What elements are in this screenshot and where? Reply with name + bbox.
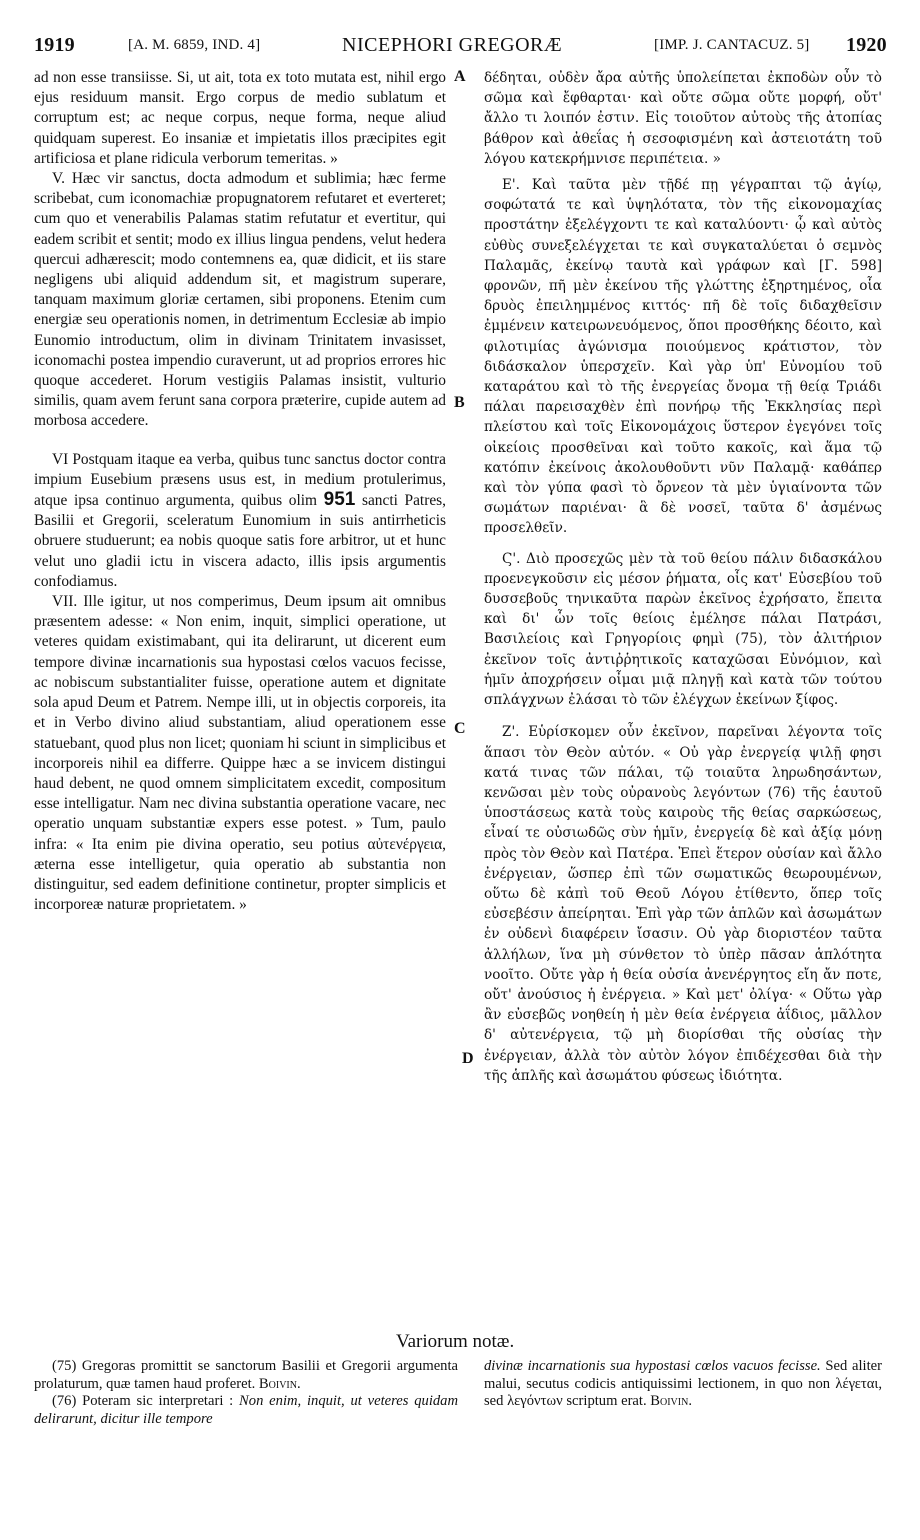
latin-paragraph-vi-text-b: sancti Patres, Basilii et Gregorii, sceleratum Eunomium in suis antirrheticis obruere studuerunt; ea nobis quoque satis fore arbitror, ut et hunc velut uno gladii ictu in viscera adacto, illis ipsis argumentis confodiamus. bbox=[34, 492, 446, 590]
greek-paragraph-z: Ζ'. Εὑρίσκομεν οὖν ἐκεῖνον, παρεῖναι λέγοντα τοῖς ἅπασι τὸν Θεὸν αὐτόν. « Οὐ γὰρ ἐνεργείᾳ ψιλῇ φησι κατά τινας τῶν πάλαι, τῷ τοιαῦτα ληρωδησάντων, κενῶσαι μὲν τοὺς οὐρανοὺς λεγόντων (76) τῆς ἑαυτοῦ ὑποστάσεως κατὰ τοὺς καιροὺς τῆς θείας σαρκώσεως, εἶναί τε οὐσιωδῶς σὺν ἡμῖν, ἐνεργείᾳ δὲ καὶ ἀξίᾳ μόνῃ πρὸς τὸν Θεὸν καὶ Πατέρα. Ἐπεὶ ἕτερον οὐσίαν καὶ ἄλλο ἐνέργειαν, ὥσπερ ἐπὶ τῶν σωματικῶς θεωρουμένων, οὕτω δὲ κἀπὶ τοῦ Θεοῦ Λόγου ἐτίθεντο, ὅπερ τοῖς εὐσεβέσιν ἀπείρηται. Ἐπὶ γὰρ τῶν ἁπλῶν καὶ ἀσωμάτων ἐν οὐδενὶ διαφέρειν ἴσασιν. Οὐ γὰρ διοριστέον ταῦτα ἀλλήλων, ἵνα μὴ σύνθετον τὸ ὑπὲρ πᾶσαν ἁπλότητα νοοῖτο. Οὔτε γὰρ ἡ θεία οὐσία ἀνενέργητος εἴη ἄν ποτε, οὔτ' ἀνούσιος ἡ ἐνέργεια. » Καὶ μετ' ὀλίγα· « Οὕτω γὰρ ἂν εὐσεβῶς νοηθείη ἡ μὲν θεία ἐνέργεια ἀΐδιος, μᾶλλον δ' αὐτενέργεια, τῷ μὴ διορίσθαι τῆς οὐσίας τὴν ἐνέργειαν, ἀλλὰ τὸν αὐτὸν λόγον ἐπιδέχεσθαι διὰ τὴν τῆς ἁπλῆς καὶ ἀσωμάτου φύσεως ἰδιότητα. bbox=[484, 724, 882, 1084]
greek-paragraph-st: Ϛ'. Διὸ προσεχῶς μὲν τὰ τοῦ θείου πάλιν διδασκάλου προενεγκοῦσιν εἰς μέσον ῥήματα, οἷς κατ' Εὐσεβίου τοῦ δυσσεβοῦς τηνικαῦτα παρὼν ἐκεῖνος ἐχρήσατο, ἔπειτα καὶ δι' ὧν τοῖς θείοις ἐμέλησε πάλαι Πατράσι, Βασιλείοις καὶ Γρηγορίοις φημὶ (75), τὸν ἀλιτήριον ἐκεῖνον τοῖς ἀντιῤῥητικοῖς καταχῶσαι Εὐνόμιον, καὶ ἡμῖν ἀποχρήσειν οἶμαι μιᾷ πληγῇ καὶ κατὰ τῶν τούτου σπλάγχνων ἐλάσαι τὸ τῶν ἐλέγχων ἐκείνων ξίφος. bbox=[484, 550, 882, 709]
page-number-right: 1920 bbox=[846, 34, 887, 56]
latin-paragraph-vii: VII. Ille igitur, ut nos comperimus, Deum ipsum ait omnibus præsentem adesse: « Non enim, inquit, simplici operatione, ut veteres quidam existimabant, qui ita delirarunt, ut dicerent eum tempore divinæ incarnationis sua hypostasi cœlos vacuos fecisse, ac nobiscum substantialiter fuisse, operatione autem et dignitate sola apud Deum et Patrem. Nempe illi, ut in objectis corporeis, ita et in Verbo divino aliud substantiam, aliud operationem esse statuebant, quod plus non licet; quoniam hi sciunt in simplicibus et incorporeis nihil ea differre. Quippe hæc a se invicem distingui haud debent, ne quod omnem simplicitatem excedit, compositum esse intelligatur. Nam nec divina substantia operatione vacare, nec operatio unquam substantiæ expers esse potest. » Tum, paulo infra: « Ita enim pie divina operatio, seu potius αὐτενέργεια, æterna esse intelligetur, quia operatio ab substantia non distinguitur, sed eadem definitione continetur, propter simplicis et incorporeæ naturæ proprietatem. » bbox=[34, 593, 446, 914]
latin-paragraph-v: V. Hæc vir sanctus, docta admodum et sublimia; hæc ferme scribebat, cum iconomachiæ propugnatorem refutaret et everteret; cum quo et venerabilis Palamas statim refutatur et evertitur, qui eadem scribit et sentit; modo ex illius lingua pendens, velut hedera quercui adhærescit; modo contemnens ea, quæ didicit, et iis stare negligens ubi aliquid addendum sit, et magistrum superare, tanquam maximum gloriæ certamen, sibi proponens. Etenim cum energiæ seu operationis nomen, in detrimentum Ecclesiæ ab impio Eunomio introductum, olim in divinam Trinitatem invasisset, iconomachi postea impendio curaverunt, ut ad proprios errores hic quoque accederet. Horum vestigiis Palamas insistit, vulturio similis, quam avem ferunt sana corpora præterire, cupide autem ad morbosa accedere. bbox=[34, 170, 446, 430]
note-76-signature: Boivin. bbox=[650, 1393, 692, 1410]
notes-column-right bbox=[484, 1358, 882, 1411]
running-header bbox=[34, 34, 886, 62]
latin-paragraph-vi-text-a: VI Postquam itaque ea verba, quibus tunc sanctus doctor contra impium Eusebium præsens usus est, in medium protulerimus, atque ipsa continuo argumenta, quibus olim bbox=[34, 450, 446, 510]
note-76-text-a: (76) Poteram sic interpretari : bbox=[52, 1393, 240, 1410]
column-number-marker: 951 bbox=[323, 489, 356, 511]
note-76-text-b: Sed aliter malui, secutus codicis antiquissimi lectionem, in quo non λέγεται, sed λεγόντων scriptum erat. bbox=[484, 1358, 882, 1410]
note-76-start bbox=[34, 1393, 458, 1428]
latin-paragraph-vi bbox=[34, 450, 446, 592]
header-reference-left: [A. M. 6859, IND. 4] bbox=[128, 37, 261, 53]
notes-title: Variorum notæ. bbox=[396, 1331, 515, 1352]
latin-column bbox=[34, 68, 446, 915]
margin-letter-b: B bbox=[454, 394, 465, 411]
notes-column-left bbox=[34, 1358, 458, 1428]
margin-letter-a: A bbox=[454, 68, 466, 85]
header-reference-right: [IMP. J. CANTACUZ. 5] bbox=[654, 37, 810, 53]
header-title: NICEPHORI GREGORÆ bbox=[342, 34, 563, 56]
note-76-italic-cont: divinæ incarnationis sua hypostasi cœlos vacuos fecisse. bbox=[484, 1358, 821, 1374]
greek-paragraph-1: δέδηται, οὐδὲν ἄρα αὐτῆς ὑπολείπεται ἐκποδὼν οὖν τὸ σῶμα καὶ ἔφθαρται· καὶ οὔτε σῶμα οὔτε μορφή, οὔτ' ἄλλο τι λοιπόν ἐστιν. Εἰς τοιοῦτον αὐτοὺς τῆς ἀτοπίας βάθρον καὶ ἀθεΐας ἡ σεσοφισμένη καὶ ἀστειοτάτη τοῦ λόγου κατεκρήμνισε περιπέτεια. » bbox=[484, 70, 882, 167]
page-number-left: 1919 bbox=[34, 34, 75, 56]
latin-paragraph-1: ad non esse transiisse. Si, ut ait, tota ex toto mutata est, nihil ergo ejus residuum mansit. Ergo corpus de medio sublatum et corruptum est; ac neque corpus, neque forma, neque aliud quidquam superest. Eo insaniæ et impietatis illos præcipites egit artificiosa et plane ridicula verborum temeritas. » bbox=[34, 69, 446, 167]
greek-paragraph-e: Ε'. Καὶ ταῦτα μὲν τῇδέ πῃ γέγραπται τῷ ἁγίῳ, σοφώτατά τε καὶ ὑψηλότατα, τὸν τῆς εἰκονομαχίας προστάτην ἐξελέγχοντι τε καὶ καταλύοντι· ᾧ καὶ αὐτὸς εὐθὺς συνεξελέγχεται τε καὶ συγκαταλύεται ὁ σεμνὸς Παλαμᾶς, ἐκείνῳ ταυτὰ καὶ γράφων καὶ [Γ. 598] φρονῶν, πῆ μὲν ἐκείνου τῆς γλώττης ἐξηρτημένος, οἷα δρυὸς ἐπειλημμένος κιττός· πῆ δὲ τοῖς διδαχθεῖσιν ἐμμένειν κατειρωνευόμενος, ὅποι προσθήκης δέοιτο, καὶ φιλοτιμίας ἀγώνισμα ποιούμενος κράτιστον, τὸν διδάσκαλον ὑπερσχεῖν. Καὶ γὰρ ὑπ' Εὐνομίου τοῦ καταράτου καὶ τὸ τῆς ἐνεργείας ὄνομα τῇ θείᾳ Τριάδι πάλαι παρεισαχθὲν ἐπὶ πονήρῳ τῆς Ἐκκλησίας περὶ πλείστου καὶ τοῖς Εἰκονομάχοις ὕστερον ἐγεγόνει τοῖς οἰκείοις προσθεῖναι καὶ τοῦτο κακοῖς, καὶ ἅμα τῷ κατόπιν ἐκείνοις ἀκολουθοῦντι νῦν Παλαμᾷ· καθάπερ καὶ τὸν γύπα φασὶ τὸ ὄρνεον τὰ μὲν ὑγιαίνοντα τῶν σωμάτων παριέναι· ἃ δὲ νοσεῖ, ταῦτα δ' ἀσμένως προσελθεῖν. bbox=[484, 177, 882, 537]
margin-letter-c: C bbox=[454, 720, 466, 737]
note-75-text: (75) Gregoras promittit se sanctorum Basilii et Gregorii argumenta prolaturum, quæ tamen haud proferet. bbox=[34, 1358, 458, 1392]
note-75-signature: Boivin. bbox=[258, 1375, 301, 1392]
note-75 bbox=[34, 1358, 458, 1393]
greek-column bbox=[484, 68, 882, 1086]
note-76-italic: Non enim, inquit, ut veteres quidam delirarunt, dicitur ille tempore bbox=[34, 1393, 459, 1427]
margin-letter-d: D bbox=[462, 1050, 474, 1067]
note-76-continued bbox=[484, 1358, 882, 1411]
